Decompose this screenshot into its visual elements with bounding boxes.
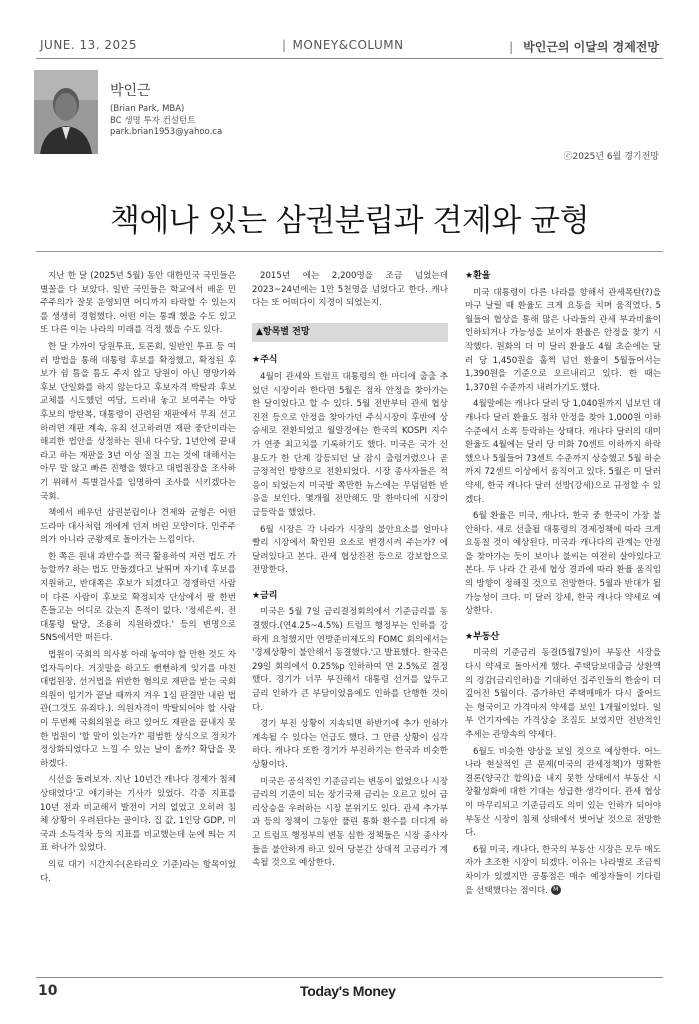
paragraph: 미국의 기준금리 동결(5월7일)이 부동산 시장을 다시 약세로 돌아서게 했다. 주택담보대출금 상환액의 경감(금리인하)을 기대하던 집주인들의 한숨이 더 깊어진 5월이다. 증가하던 주택매매가 다시 줄어드는 형국이고 가격마저 약세를 보인 1개월이었다. 일부 언기자에는 가격상승 조짐도 보였지만 전반적인 추세는 관망속의 약세다.	[465, 648, 661, 740]
footer-rule	[36, 977, 663, 978]
paragraph: 한 쪽은 원내 과반수를 적극 활용하여 저런 법도 가능할까? 하는 법도 만들겠다고 날뛰며 자기네 후보를 지원하고, 반대쪽은 후보가 되겠다고 경쟁하던 사람이 다른 사람이 후보로 확정되자 단상에서 팔 한번 흔들고는 어디로 갔는지 흔적이 없다. '정세은씨, 전대통령 탈당, 조용히 지원하겠다.' 등의 변명으로 SNS에서만 떠든다.	[40, 551, 236, 644]
rates-subhead: ★금리	[252, 590, 278, 601]
paragraph: 4월말에는 캐나다 달러 당 1,040원까지 넘보던 대캐나다 달러 환율도 점차 안정을 찾아 1,000원 이하 수준에서 소폭 등락하는 상태다. 캐나다 달러의 대미환율도 4월에는 달러 당 미화 70센트 이하까지 하락했으나 5월들어 73센트 수준까지 상승했고 5월 하순까지 72센트 이상에서 움직이고 있다. 5월은 미 달러 약세, 한국 캐나다 달러 선방(강세)으로 규정할 수 있겠다.	[465, 399, 661, 505]
paragraph: 지난 한 달 (2025년 5월) 동안 대한민국 국민들은 별꼴을 다 보았다. 일반 국민들은 학교에서 배운 민주주의가 잘못 운영되면 어디까지 타락할 수 있는지를 생생히 경험했다. 어떤 이는 통쾌 했을 수도 있고 또 다른 이는 나라의 미래를 걱정 했을 수도 있다.	[40, 271, 236, 336]
paragraph: 6월 시장은 각 나라가 시장의 불안요소를 얼마나 빨리 시장에서 확인된 요소로 변경시켜 주는가? 에 달려있다고 본다. 관세 협상진전 등으로 강보합으로 전망한다.	[252, 524, 448, 576]
header-rule	[36, 58, 663, 59]
author-info	[110, 104, 222, 139]
end-mark-icon: M	[551, 885, 561, 895]
headline-rule	[36, 251, 663, 252]
column-2	[252, 270, 448, 874]
paragraph-text: 6월 미국, 캐나다, 한국의 부동산 시장은 모두 매도자가 초조한 시장이 되겠다. 이유는 나라별로 조금씩 차이가 있겠지만 공통점은 매수 예정자들이 기다림을 선택했다는 점이다.	[465, 844, 661, 896]
outlook-box-title: ▲항목별 전망	[252, 323, 448, 343]
paragraph: 법원이 국회의 의사봉 아래 놓여야 할 만한 것도 자업자득이다. 거짓말을 하고도 뻔뻔하게 잊기를 마친 대법원장, 선거법을 위반한 혐의로 재판을 받는 국회의원이 임기가 끝날 때까지 겨우 1심 판결만 내린 법관(그것도 유죄다.). 의원자격이 박탈되어야 할 사람이 두번째 국회의원을 하고 있어도 재판을 끝내지 못한 법원이 '할 말이 있는가?' 평범한 상식으로 정치가 정상화되었다고 느낄 수 있는 날이 올까? 확답을 못하겠다.	[40, 650, 236, 769]
paragraph: 미국은 5월 7일 금리결정회의에서 기준금리를 동결했다.(연4.25~4.5%) 트럼프 행정부는 인하를 강하게 요청했지만 연방준비제도의 FOMC 회의에서는 '경제상황이 불안해서 동결했다.'고 발표했다. 한국은 29일 회의에서 0.25%p 인하하여 연 2.5%로 결정했다. 경기가 너무 부진해서 대통령 선거를 앞두고 금리 인하가 큰 부담이었음에도 인하를 단행한 것이다.	[252, 607, 448, 713]
author-portrait-icon	[34, 70, 98, 154]
fx-subhead: ★환율	[465, 271, 491, 281]
issue-date: JUNE. 13. 2025	[40, 38, 137, 52]
article-headline: 책에나 있는 삼권분립과 견제와 균형	[109, 203, 590, 239]
divider-bar: |	[509, 40, 514, 54]
paragraph: 2015년 에는 2,200명을 조금 넘었는데 2023~24년에는 1만 5천명을 넘었다고 한다. 캐나다는 또 어떠다이 지경이 되었는지.	[252, 271, 448, 309]
publication-logo: Today's Money	[300, 983, 396, 999]
author-email: park.brian1953@yahoo.ca	[110, 127, 223, 137]
column-3	[465, 270, 661, 901]
column-title	[509, 38, 659, 55]
paragraph: 한 달 가까이 당원투표, 토론회, 일반인 투표 등 여러 방법을 통해 대통령 후보를 확정했고, 확정된 후보가 쉼 틈을 틈도 주지 않고 당원이 아닌 명망가와 후보 단일화를 하지 않는다고 후보자격 박탈과 후보교체를 시도했던 여당, 드러내 놓고 보여주는 야당 후보의 방탄복, 대통령이 관련된 재판에서 무죄 선고하려면 재판 계속, 유죄 선고하려면 재판 중단이라는 해괴한 법안을 상정하는 원내 다수당, 1년안에 끝내라고 하는 재판을 3년 이상 질질 끄는 것에 대해서는 아무 말 않고 빠른 진행을 했다고 대법원장을 조사하기 위해서 특별검사를 임명하여 조사를 시키겠다는 국회.	[40, 341, 236, 502]
paragraph	[465, 844, 661, 898]
page-number: 10	[38, 983, 58, 999]
paragraph: 4월이 관세와 트럼프 대통령의 한 마디에 출출 추었던 시장이라 한다면 5월은 점차 안정을 찾아가는 한 달이었다고 할 수 있다. 5월 전반부터 관세 협상진전 등으로 안정을 찾아가던 주식시장이 후반에 상승세로 전환되었고 월말경에는 한국의 KOSPI 지수가 연중 최고치를 기록하기도 했다. 미국은 국가 신용도가 한 단계 강등되던 날 잠시 출렁거렸으나 곧 긍정적인 방향으로 전환되었다. 시장 종사자들은 적응이 되었는지 미국발 쪽만한 뉴스에는 무덤덤한 반응을 보인다. 몇개월 전만해도 말 한마디에 시장이 급등락을 했었다.	[252, 371, 448, 518]
paragraph: 책에서 배우던 삼권분립이나 견제와 균형은 어떤 드라마 대사처럼 개에게 던져 버린 모양이다. 민주주의가 아니라 군왕제로 돌아가는 느낌이다.	[40, 508, 236, 546]
paragraph: 미국 대통령이 다른 나라를 향해서 관세폭탄(?)을 마구 날릴 때 환율도 크게 요동을 치며 움직였다. 5월들어 협상을 통해 많은 나라들의 관세 부과비율이 인하되거나 가능성을 보이자 환율은 안정을 찾기 시작했다. 원화의 더 미 달러 환율도 4월 초순에는 달러 당 1,450원을 훌쩍 넘던 환율이 5월들어서는 1,390원을 기준으로 오르내리고 있다. 한 때는 1,370원 수준까지 내려가기도 했다.	[465, 287, 661, 393]
author-photo	[34, 70, 98, 154]
column-1	[40, 270, 236, 889]
paragraph: 6월 환율은 미국, 캐나다, 한국 중 한국이 가장 불안하다. 새로 선출될 대통령의 경제정책에 따라 크게 요동칠 것이 예상된다. 미국과 캐나다의 관계는 안정을 찾아가는 듯이 보이나 불씨는 여전히 살아있다고 본다. 두 나라 간 관세 협상 결과에 따라 환율 움직임의 방향이 정해질 것으로 전망한다. 5월과 반대가 될 가능성이 크다. 미 달러 강세, 한국 캐나다 약세로 예상한다.	[465, 511, 661, 617]
divider-bar: |	[282, 38, 287, 52]
section-label	[282, 38, 404, 52]
copyright-note: ⓒ2025년 6월 경기전망	[563, 152, 659, 162]
paragraph: 의료 대기 시간지수(온타리오 기준)라는 항목이었다.	[40, 859, 236, 884]
paragraph: 6월도 비슷한 양상을 보일 것으로 예상한다. 어느 나라 현실적인 큰 문제(미국의 관세정책)가 명확한 결론(양국간 합의)을 내지 못한 상태에서 부동산 시장활성화에 대한 기대는 성급한 생각이다. 관세 협상이 마무리되고 기준금리도 의미 있는 인하가 되어야 부동산 시장이 침체 상태에서 벗어날 것으로 전망한다.	[465, 746, 661, 839]
paragraph: 시선을 돌려보자. 지난 10년간 캐나다 경제가 침체 상태였다'고 얘기하는 기사가 있었다. 각종 지표를 10년 전과 비교해서 발전이 거의 없었고 오히려 침체 상황이 우려된다는 골이다. 집 값, 1인당 GDP, 미국과 소득격차 등의 지표를 비교했는데 눈에 띄는 지표 하나가 있었다.	[40, 775, 236, 854]
paragraph: 경기 부진 상황이 지속되면 하반기에 추가 인하가 계속될 수 있다는 언급도 했다. 그 만큼 상황이 심각하다. 캐나다 또한 경기가 부진하기는 한국과 비슷한 상황이다.	[252, 719, 448, 770]
column-title-text: 박인근의 이달의 경제전망	[523, 40, 659, 54]
paragraph: 미국은 공식적인 기준금리는 변동이 없었으나 시장금리의 기준이 되는 장기국채 금리는 오르고 있어 금리상승을 우려하는 시장 분위기도 있다. 관세 추가부과 등의 정책이 그동안 풀린 통화 환수를 더디게 하고 트럼프 행정부의 변동 심한 정책들은 시장 종사자들을 불안하게 하고 있어 당분간 상대적 고금리가 계속될 것으로 예상한다.	[252, 776, 448, 869]
stocks-subhead: ★주식	[252, 355, 278, 366]
author-name: 박인근	[110, 83, 151, 99]
author-role: BC 생명 투자 컨설턴트	[110, 115, 196, 126]
section-name: MONEY&COLUMN	[292, 38, 404, 52]
realestate-subhead: ★부동산	[465, 631, 500, 642]
author-english-name: (Brian Park, MBA)	[110, 104, 185, 114]
